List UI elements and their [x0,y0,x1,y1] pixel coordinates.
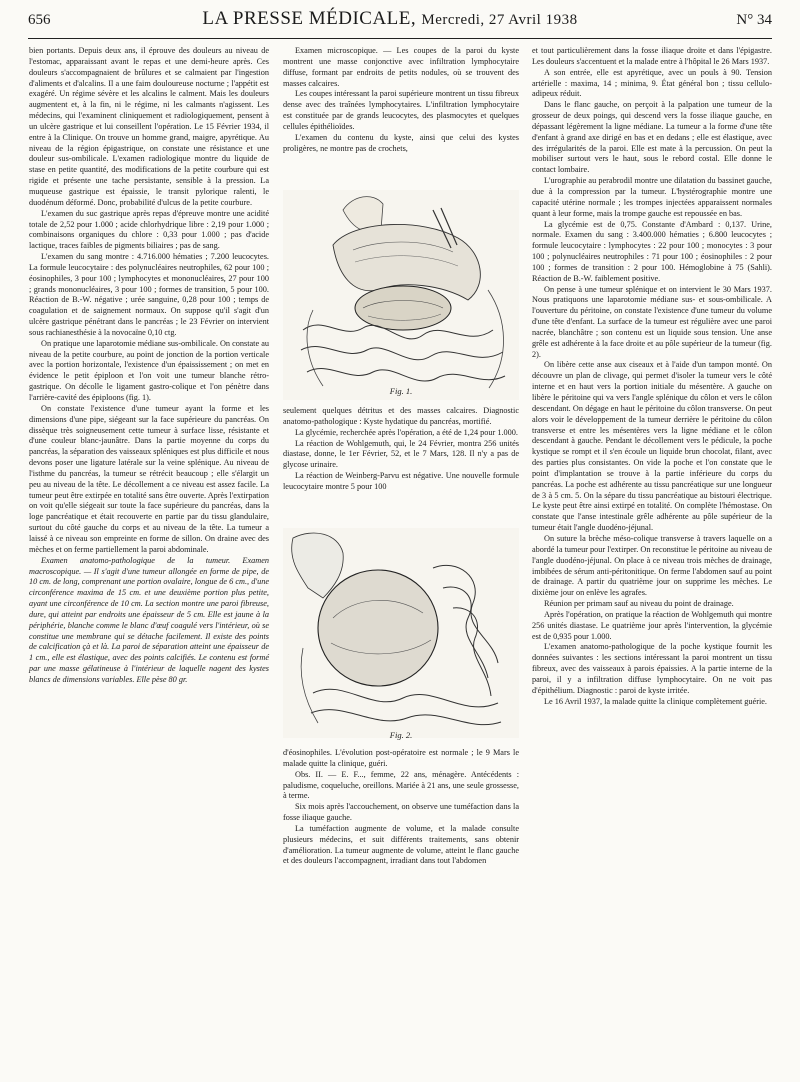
paragraph: On constate l'existence d'une tumeur ayant la forme et les dimensions d'une pipe, siégeant sur la face supérieure du pancréas. On dissèque très soigneusement cette tumeur à surface lisse, résistante et d'une couleur blanc-jaunâtre. Dans la partie moyenne du corps du pancréas, la séparation des vaisseaux spléniques est plus difficile et nous devons poser une ligature latérale sur la veine splénique. Au niveau de l'isthme du pancréas, la tumeur se rétrécit beaucoup ; elle s'élargit un peu au niveau de la tête. Le décollement a ce niveau est assez facile. La tumeur peut être extirpée en totalité sans être ouverte. Après l'extirpation on voit qu'elle siégeait sur toute la face supérieure du pancréas, dans la loge pancréatique et était recouverte en partie par du tissu glandulaire, surtout du côté gauche du corps et au niveau de la tête. La tumeur a laissé à ce niveau son empreinte en forme de sillon. On draine avec des mèches et on ferme partiellement la paroi abdominale. [29,403,269,554]
paragraph: La glycémie, recherchée après l'opération, a été de 1,24 pour 1.000. [295,427,518,437]
paragraph: d'éosinophiles. L'évolution post-opératoire est normale ; le 9 Mars le malade quitte la clinique, guéri. [283,748,519,768]
page-header [28,8,772,39]
middle-column-middle [283,406,519,493]
paragraph: La glycémie est de 0,75. Constante d'Ambard : 0,137. Urine, normale. Examen du sang : 3.400.000 hématies ; 6.800 leucocytes ; formule leucocytaire : lymphocytes : 22 pour 100 ; monocytes : 3 pour 100 ; polynucléaires neutrophiles : 71 pour 100 ; éosinophiles : 2 pour 100 ; formes de transition : 2 pour 100. Hémoglobine à 75 (Sahli). Réaction de B.-W. faiblement positive. [532,219,772,283]
page-number: 656 [28,12,51,28]
paragraph: La réaction de Wohlgemuth, qui, le 24 Février, montra 256 unités diastase, donne, le 1er Février, 52, et le 7 Mars, 128. Il n'y a pas de glycose urinaire. [283,438,519,470]
paragraph: seulement quelques détritus et des masses calcaires. Diagnostic anatomo-pathologique : Kyste hydatique du pancréas, mortifié. [283,406,519,426]
journal-name: LA PRESSE MÉDICALE, [202,8,417,29]
middle-column-top [283,46,519,154]
figure-1-caption: Fig. 1. [389,386,413,396]
figure-2-illustration [283,528,519,738]
journal-title [88,8,692,30]
paragraph: La tuméfaction augmente de volume, et la malade consulte plusieurs médecins, et suit différents traitements, sans obtenir d'amélioration. La tumeur augmente de volume, atteint le flanc gauche et des douleurs l'accompagnent, irradiant dans tout l'abdomen [283,823,519,866]
paragraph: L'urographie au perabrodil montre une dilatation du bassinet gauche, due à la compression par la tumeur. L'hystérographie montre une capacité utérine normale ; les trompes injectées apparaissent normales quant à leur forme, mais la trompe gauche est repoussée en bas. [532,176,772,218]
paragraph: A son entrée, elle est apyrétique, avec un pouls à 90. Tension artérielle : maxima, 14 ; minima, 9. État général bon ; tissu cellulo-adipeux réduit. [532,67,772,99]
paragraph: On pratique une laparotomie médiane sus-ombilicale. On constate au niveau de la petite courbure, au point de jonction de la portion verticale avec la portion horizontale, l'existence d'un épaississement ; on met en évidence le petit épiploon et l'on voit une tumeur blanche rétro-gastrique. On décolle le ligament gastro-colique et l'on pénètre dans l'arrière-cavité des épiploons (fig. 1). [29,338,269,402]
paragraph: On pense à une tumeur splénique et on intervient le 30 Mars 1937. Nous pratiquons une laparotomie médiane sus- et sous-ombilicale. A l'ouverture du péritoine, on constate l'existence d'une tumeur du volume d'une tête d'enfant. La surface de la tumeur est régulière avec une paroi nacrée, blanchâtre ; son contenu est un liquide sous tension. Une anse grêle est adhérente à la face droite et au pôle supérieur de la tumeur (fig. 2). [532,284,772,359]
issue-date: Mercredi, 27 Avril 1938 [421,12,578,28]
paragraph: L'examen anatomo-pathologique de la poche kystique fournit les données suivantes : les sections intéressant la paroi montrent un tissu fibreux, avec des vaisseaux à parois épaissies. A la partie interne de la paroi, il y a infiltration diffuse lymphocytaire. On ne voit pas d'épithélium. Diagnostic : paroi de kyste irritée. [532,642,772,695]
paragraph: Dans le flanc gauche, on perçoit à la palpation une tumeur de la grosseur de deux poings, qui descend vers la fosse iliaque gauche, en dépassant légèrement la ligne médiane. La tumeur a la forme d'une tête d'enfant à grand axe dirigé en bas et en dedans ; elle est élastique, avec des irrégularités de la paroi. Elle est mate à la percussion. On peut la mobiliser surtout vers le haut, sous le rebord costal. Elle donne le contact lombaire. [532,100,772,175]
paragraph: et tout particulièrement dans la fosse iliaque droite et dans l'épigastre. Les douleurs s'accentuent et la malade entre à l'hôpital le 26 Mars 1937. [532,46,772,66]
paragraph: Les coupes intéressant la paroi supérieure montrent un tissu fibreux dense avec des traînées lymphocytaires. L'infiltration lymphocytaire est constituée par de grands leucocytes, des plasmocytes et quelques cellules épithélioïdes. [283,89,519,131]
figure-2-caption: Fig. 2. [389,730,413,740]
right-column [532,46,772,707]
middle-column-bottom [283,748,519,867]
paragraph: Le 16 Avril 1937, la malade quitte la clinique complètement guérie. [544,696,767,706]
left-column [29,46,269,686]
paragraph: On libère cette anse aux ciseaux et à l'aide d'un tampon monté. On découvre un plan de clivage, qui permet d'isoler la tumeur vers le côté interne et en haut vers la portion initiale du mésentère. A gauche on libère le péritoine qui va vers l'angle splénique du côlon et vers le côlon descendant. On dégage en haut le péritoine du côlon transverse. On peut alors voir le développement de la tumeur derrière le péritoine du côlon transverse et entre les mésentères vers la ligne médiane et le côlon descendant à gauche. Pendant le décollement vers le pédicule, la poche kystique se rompt et il s'en écoule un liquide brun chocolat, filant, avec des parties plus consistantes. On vide la poche et l'on constate que le point d'implantation se trouve à la partie inférieure du corps du pancréas. La poche est adhérente au tissu pancréatique sur une longueur de 3 à 5 cm. 5. On la sépare du tissu pancréatique au bistouri électrique. Le kyste peut être ainsi extirpé en totalité. On complète l'hémostase. On constate que l'anse intestinale grêle adhérente au pôle supérieur de la tumeur était l'angle duodéno-jéjunal. [532,360,772,533]
paragraph: On suture la brèche méso-colique transverse à travers laquelle on a abordé la tumeur pour l'extirper. On reconstitue le péritoine au niveau de l'angle duodéno-jéjunal. On place à ce niveau trois mèches de drainage, imbibées de sérum anti-péritonitique. On ferme l'abdomen sauf au point de drainage. A partir du quatrième jour on supprime les mèches. Le dixième jour on enlève les agrafes. [532,533,772,598]
paragraph: Six mois après l'accouchement, on observe une tuméfaction dans la fosse iliaque gauche. [283,802,519,823]
paragraph: Examen anatomo-pathologique de la tumeur. Examen macroscopique. — Il s'agit d'une tumeur allongée en forme de pipe, de 10 cm. de long, comprenant une portion ovalaire, longue de 6 cm., d'une circonférence maxima de 15 cm. et une deuxième portion plus petite, ayant une circonférence de 10 cm. La section montre une paroi fibreuse, dure, qui atteint par endroits une épaisseur de 5 cm. Elle est jaune à la périphérie, blanche comme le blanc d'œuf coagulé vers l'intérieur, où se constitue une membrane qui se détache facilement. Il existe des points de calcification çà et là. La paroi de séparation atteint une épaisseur de 1 cm., elle est élastique, avec des points calcifiés. Le contenu est formé par une masse gélatineuse à l'intérieur de laquelle nagent des kystes blancs de dimensions variables. Elle pèse 80 gr. [29,555,269,684]
paragraph: La réaction de Weinberg-Parvu est négative. Une nouvelle formule leucocytaire montre 5 pour 100 [283,471,519,491]
paragraph: L'examen du suc gastrique après repas d'épreuve montre une acidité totale de 2,52 pour 1.000 ; acide chlorhydrique libre : 2,19 pour 1.000 ; combinaisons organiques du chlore : 0,33 pour 1.000 ; pas d'acide lactique, traces faibles de pigments biliaires ; pas de sang. [29,208,269,251]
paragraph: L'examen du contenu du kyste, ainsi que celui des kystes proligères, ne montre pas de crochets, [283,132,519,153]
paragraph: Après l'opération, on pratique la réaction de Wohlgemuth qui montre 256 unités diastase. Le quatrième jour après l'intervention, la glycémie est de 0,935 pour 1.000. [532,609,772,641]
paragraph: bien portants. Depuis deux ans, il éprouve des douleurs au niveau de l'estomac, apparaissant avant le repas et une demi-heure après. Ces douleurs s'accompagnaient de brûlures et se calmaient par l'ingestion d'aliments et d'alcalins. Il a une faim douloureuse nocturne ; l'appétit est exagéré. Un régime sévère et les alcalins le calment. Mais les douleurs augmentent et, à la fin, ni le régime, ni les calmants n'agissent. Les médecins, qui l'examinent cliniquement et radiologiquement, pensent à un ulcère gastrique et lui conseillent l'opération. Le 15 Février 1934, il entre à la Clinique. On trouve un homme grand, maigre, apyrétique. Au niveau de la région épigastrique, on constate une résistance et une douleur sus-ombilicale. L'examen radiologique montre du liquide de stase en petite quantité, des modifications de la petite courbure qui est rigide et présente une tache persistante, sensible à la pression. La muqueuse gastrique est épaissie, le transit pylorique ralenti, le duodénum déformé. Donc, probabilité d'ulcus de la petite courbure. [29,46,269,207]
figure-1-illustration [283,190,519,400]
paragraph: Réunion per primam sauf au niveau du point de drainage. [544,599,734,609]
paragraph: L'examen du sang montre : 4.716.000 hématies ; 7.200 leucocytes. La formule leucocytaire : des polynucléaires neutrophiles, 62 pour 100 ; éosinophiles, 3 pour 100 ; lymphocytes et mononucléaires, 27 pour 100 ; grands mononucléaires, 3 pour 100 ; formes de transition, 5 pour 100. Réaction de B.-W. négative ; urée sanguine, 0,28 pour 100 ; temps de coagulation et de saignement normaux. On suppose qu'il s'agit d'un ulcère gastrique pénétrant dans le pancréas ; le 23 Février on intervient sous rachianesthésie à la novocaïne 0,10 ctg. [29,252,269,337]
paragraph: Examen microscopique. — Les coupes de la paroi du kyste montrent une masse conjonctive avec infiltration lymphocytaire diffuse, formant par endroits de petits nodules, où se trouvent des masses calcaires. [283,46,519,88]
paragraph: Obs. II. — E. F..., femme, 22 ans, ménagère. Antécédents : paludisme, coqueluche, oreillons. Mariée à 21 ans, une seule grossesse, à terme. [283,769,519,801]
issue-number: N° 34 [736,12,772,28]
